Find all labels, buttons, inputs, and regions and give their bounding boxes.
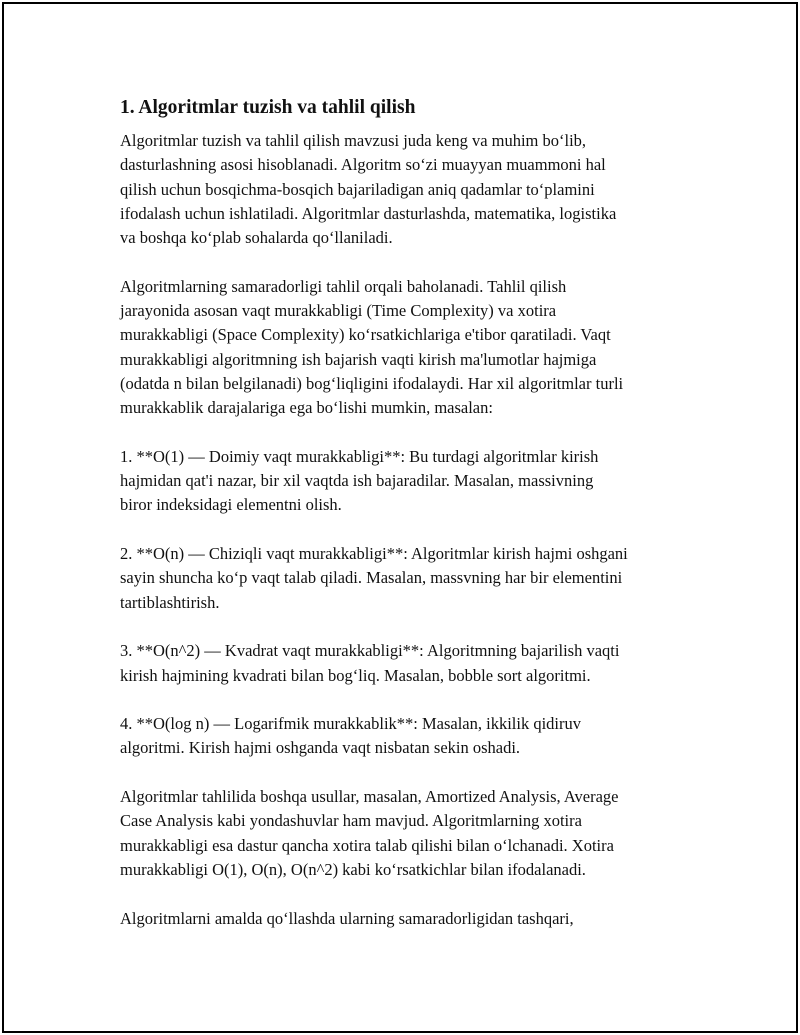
paragraph [120,542,700,615]
text-line: 1. **O(1) — Doimiy vaqt murakkabligi**: Bu turdagi algoritmlar kirish [120,446,599,466]
text-line: dasturlashning asosi hisoblanadi. Algoritm so‘zi muayyan muammoni hal [120,155,606,175]
paragraph [120,129,700,250]
text-line: algoritmi. Kirish hajmi oshganda vaqt nisbatan sekin oshadi. [120,738,521,758]
section-title: 1. Algoritmlar tuzish va tahlil qilish [120,97,416,118]
text-line: murakkabligi algoritmning ish bajarish vaqti kirish ma'lumotlar hajmiga [120,349,597,369]
text-line: 2. **O(n) — Chiziqli vaqt murakkabligi**: Algoritmlar kirish hajmi oshgani [120,544,628,564]
paragraph [120,907,700,931]
text-line: 3. **O(n^2) — Kvadrat vaqt murakkabligi**: Algoritmning bajarilish vaqti [120,641,620,661]
text-line: Algoritmlarning samaradorligi tahlil orqali baholanadi. Tahlil qilish [120,276,567,296]
text-line: (odatda n bilan belgilanadi) bog‘liqligini ifodalaydi. Har xil algoritmlar turli [120,373,624,393]
paragraph [120,639,700,688]
text-line: ifodalash uchun ishlatiladi. Algoritmlar dasturlashda, matematika, logistika [120,203,617,223]
text-line: Algoritmlar tahlilida boshqa usullar, masalan, Amortized Analysis, Average [120,787,619,807]
paragraph [120,445,700,518]
text-line: jarayonida asosan vaqt murakkabligi (Time Complexity) va xotira [120,301,557,321]
text-line: murakkabligi esa dastur qancha xotira talab qilishi bilan o‘lchanadi. Xotira [120,835,614,855]
text-line: biror indeksidagi elementni olish. [120,495,342,515]
text-line: qilish uchun bosqichma-bosqich bajariladigan aniq qadamlar to‘plamini [120,179,595,199]
paragraph [120,785,700,882]
text-line: hajmidan qat'i nazar, bir xil vaqtda ish bajaradilar. Masalan, massivning [120,471,594,491]
document-content [120,95,700,955]
document-page [2,2,798,1033]
text-line: tartiblashtirish. [120,592,220,612]
text-line: 4. **O(log n) — Logarifmik murakkablik**: Masalan, ikkilik qidiruv [120,714,582,734]
paragraph [120,275,700,421]
text-line: murakkablik darajalariga ega bo‘lishi mumkin, masalan: [120,398,493,418]
text-line: murakkabligi O(1), O(n), O(n^2) kabi ko‘rsatkichlar bilan ifodalanadi. [120,859,586,879]
text-line: Algoritmlar tuzish va tahlil qilish mavzusi juda keng va muhim bo‘lib, [120,131,587,150]
text-line: Case Analysis kabi yondashuvlar ham mavjud. Algoritmlarning xotira [120,811,582,831]
text-line: Algoritmlarni amalda qo‘llashda ularning samaradorligidan tashqari, [120,908,574,928]
text-line: sayin shuncha ko‘p vaqt talab qiladi. Masalan, massvning har bir elementini [120,568,623,588]
text-line: murakkabligi (Space Complexity) ko‘rsatkichlariga e'tibor qaratiladi. Vaqt [120,325,611,345]
paragraph-list [120,129,700,931]
text-line: va boshqa ko‘plab sohalarda qo‘llaniladi. [120,228,393,248]
paragraph [120,712,700,761]
text-line: kirish hajmining kvadrati bilan bog‘liq. Masalan, bobble sort algoritmi. [120,665,591,685]
